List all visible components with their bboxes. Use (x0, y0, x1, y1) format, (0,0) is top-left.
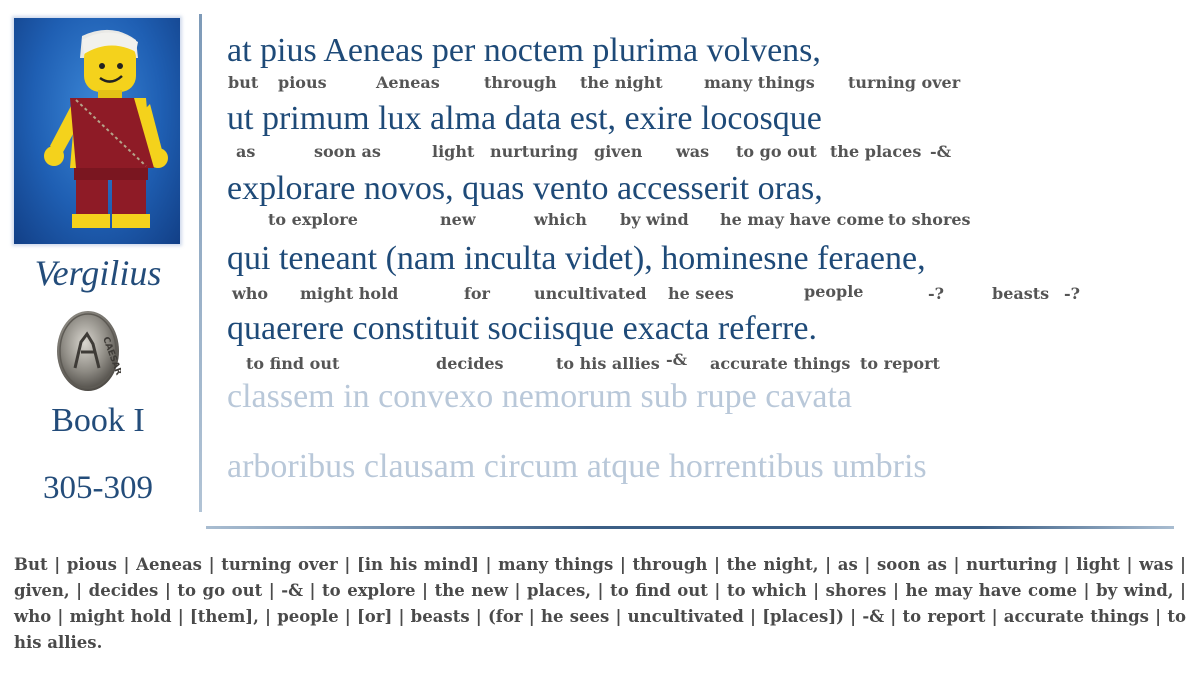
latin-line-7-faded: arboribus clausam circum atque horrentibus umbris (227, 448, 927, 485)
gloss-word: turning over (848, 73, 961, 92)
gloss-word: people (804, 282, 864, 301)
gloss-word: -& (930, 142, 952, 161)
left-panel (0, 0, 200, 520)
gloss-word: but (228, 73, 259, 92)
gloss-word: who (232, 284, 269, 303)
gloss-word: he sees (668, 284, 734, 303)
gloss-word: uncultivated (534, 284, 647, 303)
line-range: 305-309 (43, 470, 153, 506)
gloss-word: given (594, 142, 643, 161)
gloss-word: to report (860, 354, 940, 373)
latin-line-5: quaerere constituit sociisque exacta referre. (227, 310, 817, 347)
gloss-word: might hold (300, 284, 399, 303)
english-translation: But | pious | Aeneas | turning over | [in his mind] | many things | through | the night, | as | soon as | nurturing | light | was | given, | decides | to go out | -& | to explore | the new | places, | to find out | to which | shores | he may have come | by wind, | who | might hold | [them], | people | [or] | beasts | (for | he sees | uncultivated | [places]) | -& | to report | accurate things | to his allies. (14, 555, 1186, 652)
gloss-word: accurate things (710, 354, 851, 373)
roman-coin-icon (55, 308, 121, 394)
gloss-word: as (236, 142, 256, 161)
gloss-word: -? (928, 284, 945, 303)
lego-roman-figure-icon (14, 18, 180, 244)
gloss-word: to his allies (556, 354, 660, 373)
gloss-word: decides (436, 354, 504, 373)
gloss-word: to go out (736, 142, 817, 161)
gloss-word: many things (704, 73, 815, 92)
gloss-word: the places (830, 142, 922, 161)
coin-illustration (55, 308, 121, 394)
latin-line-3: explorare novos, quas vento accesserit oras, (227, 170, 823, 207)
latin-line-4: qui teneant (nam inculta videt), hominesne feraene, (227, 240, 926, 277)
gloss-word: to explore (268, 210, 358, 229)
horizontal-divider (206, 526, 1174, 529)
gloss-word: for (464, 284, 490, 303)
author-name: Vergilius (34, 253, 162, 293)
gloss-word: soon as (314, 142, 381, 161)
gloss-word: -& (666, 350, 688, 369)
gloss-word: was (676, 142, 710, 161)
gloss-word: new (440, 210, 476, 229)
gloss-word: to find out (246, 354, 340, 373)
gloss-word: Aeneas (376, 73, 440, 92)
gloss-word: by wind (620, 210, 689, 229)
latin-line-2: ut primum lux alma data est, exire locosque (227, 100, 822, 137)
gloss-word: the night (580, 73, 663, 92)
gloss-word: -? (1064, 284, 1081, 303)
gloss-word: pious (278, 73, 327, 92)
latin-line-6-faded: classem in convexo nemorum sub rupe cavata (227, 378, 853, 415)
gloss-word: to shores (888, 210, 971, 229)
gloss-word: he may have come (720, 210, 885, 229)
portrait-illustration (14, 18, 180, 244)
gloss-word: beasts (992, 284, 1050, 303)
coin-legend: CAESAR (100, 335, 121, 377)
latin-line-1: at pius Aeneas per noctem plurima volvens, (227, 32, 821, 69)
gloss-word: through (484, 73, 557, 92)
gloss-word: which (534, 210, 587, 229)
book-label: Book I (51, 402, 145, 439)
gloss-word: light (432, 142, 475, 161)
vertical-divider (199, 14, 202, 512)
gloss-word: nurturing (490, 142, 579, 161)
